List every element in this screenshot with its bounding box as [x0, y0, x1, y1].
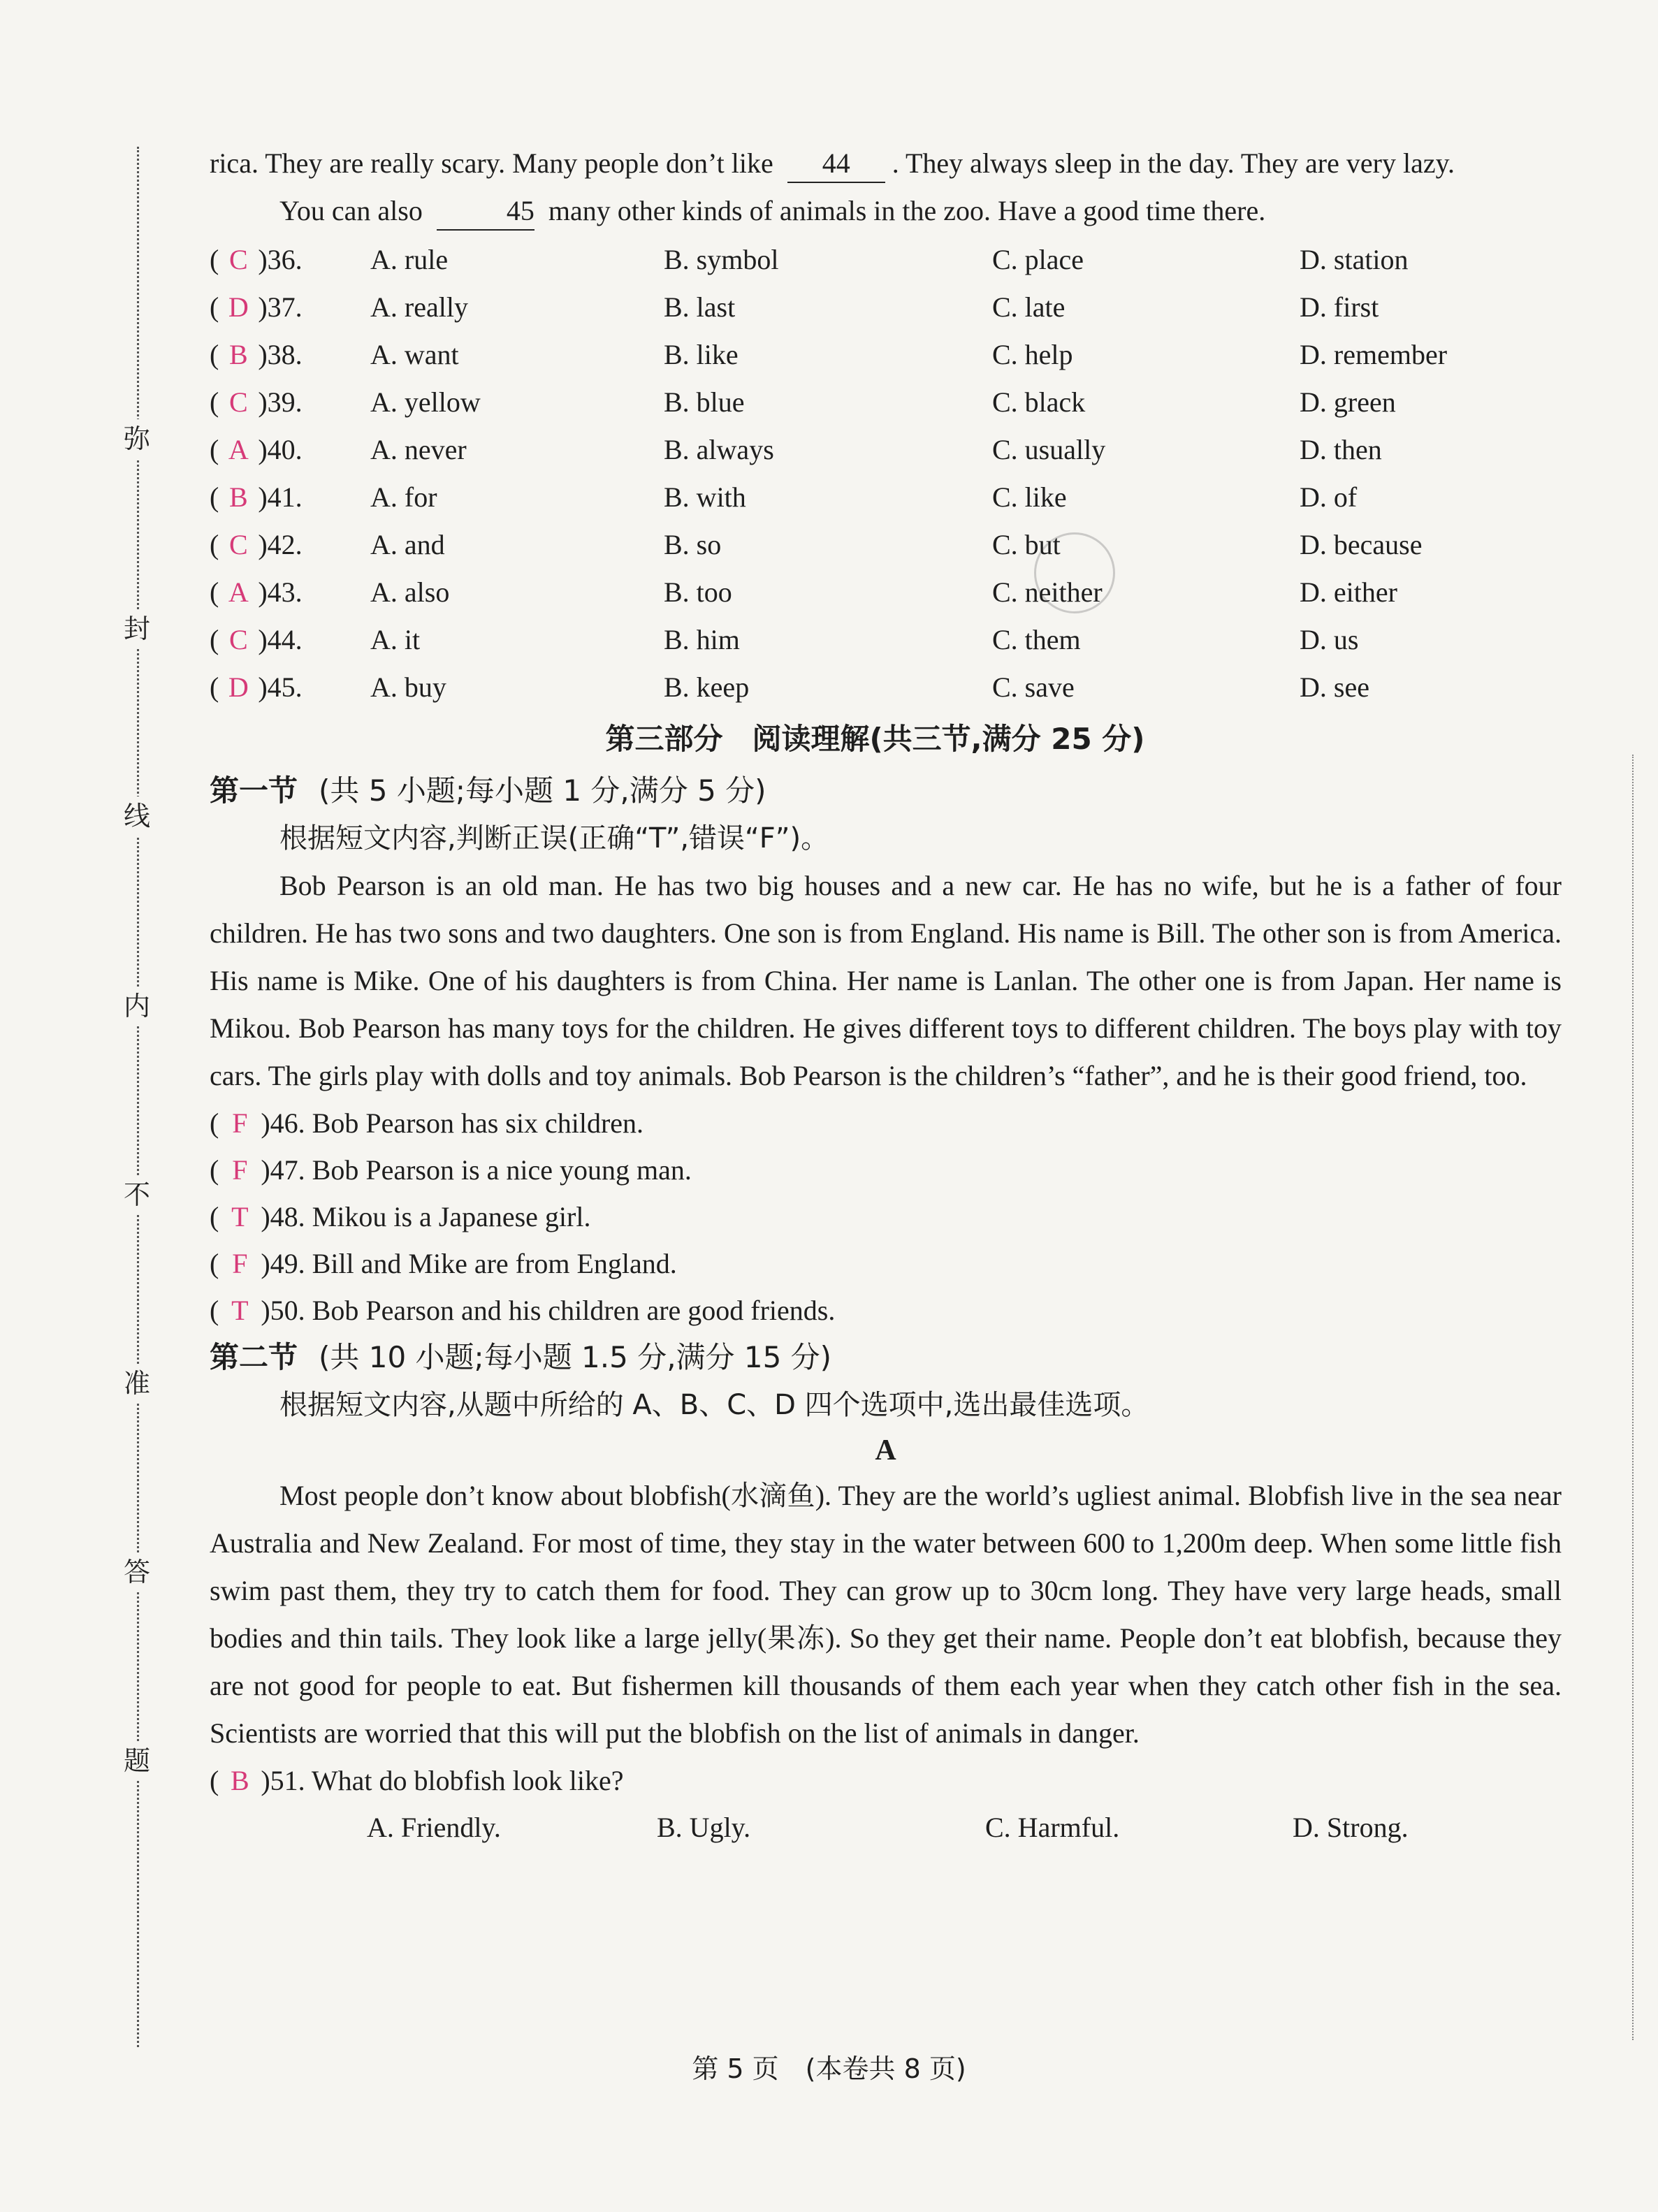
option-c: C. neither	[992, 576, 1103, 608]
option-b: B. Ugly.	[657, 1812, 751, 1843]
cloze-question: ( A )40. A. never B. always C. usually D. then	[210, 426, 1562, 474]
blank-44: 44	[787, 145, 885, 183]
option-d: D. station	[1300, 244, 1409, 275]
answer-mark: B	[228, 481, 248, 513]
page-content	[210, 140, 1562, 1851]
answer-mark: A	[228, 434, 249, 465]
option-b: B. too	[664, 576, 732, 608]
tf-question: ( F )49. Bill and Mike are from England.	[210, 1240, 1562, 1287]
option-a: A. Friendly.	[367, 1812, 501, 1843]
cloze-question: ( C )44. A. it B. him C. them D. us	[210, 616, 1562, 664]
binding-char: 题	[117, 1741, 157, 1780]
answer-mark: T	[231, 1201, 249, 1232]
tf-question: ( T )50. Bob Pearson and his children are good friends.	[210, 1287, 1562, 1334]
tf-question: ( T )48. Mikou is a Japanese girl.	[210, 1193, 1562, 1240]
binding-char: 弥	[117, 419, 157, 458]
answer-mark: C	[228, 244, 248, 275]
option-b: B. symbol	[664, 244, 779, 275]
tf-question-list	[210, 1100, 1562, 1334]
answer-mark: A	[228, 576, 249, 608]
cloze-question-list	[210, 236, 1562, 711]
answer-mark: D	[228, 671, 249, 703]
section1-info: (共 5 小题;每小题 1 分,满分 5 分)	[319, 773, 766, 808]
binding-char: 准	[117, 1364, 157, 1403]
option-b: B. blue	[664, 386, 745, 418]
section1-instruction: 根据短文内容,判断正误(正确“T”,错误“F”)。	[279, 822, 829, 854]
tf-question: ( F )47. Bob Pearson is a nice young man.	[210, 1147, 1562, 1193]
cloze-question: ( D )45. A. buy B. keep C. save D. see	[210, 664, 1562, 711]
cloze-question: ( D )37. A. really B. last C. late D. first	[210, 284, 1562, 331]
option-c: C. help	[992, 339, 1073, 370]
passage-label: A	[875, 1434, 896, 1467]
page-footer: 第 5 页 (本卷共 8 页)	[692, 2053, 966, 2084]
section1-passage: Bob Pearson is an old man. He has two big houses and a new car. He has no wife, but he is a father of four children. He has two sons and two daughters. One son is from England. His name is Bill. The other son is from America. His name is Mike. One of his daughters is from China. Her name is Lanlan. The other one is from Japan. Her name is Mikou. Bob Pearson has many toys for the children. He gives different toys to different children. The boys play with toy cars. The girls play with dolls and toy animals. Bob Pearson is the children’s “father”, and he is their good friend, too.	[210, 870, 1562, 1091]
option-c: C. them	[992, 624, 1081, 655]
section2-heading	[210, 1334, 1562, 1381]
question-51-options	[210, 1804, 1562, 1851]
binding-char: 不	[117, 1175, 157, 1214]
option-b: B. with	[664, 481, 746, 513]
cloze-question: ( C )36. A. rule B. symbol C. place D. station	[210, 236, 1562, 284]
option-a: A. never	[370, 434, 467, 465]
answer-mark: D	[228, 291, 249, 323]
answer-mark: T	[231, 1295, 249, 1326]
section2-passage: Most people don’t know about blobfish(水滴鱼). They are the world’s ugliest animal. Blobfish live in the sea near Australia and New Zealand. For most of time, they stay in the water between 600 to 1,200m deep. When some little fish swim past them, they try to catch them for food. They can grow up to 30cm long. They have very large heads, small bodies and thin tails. They look like a large jelly(果冻). So they get their name. People don’t eat blobfish, because they are not good for people to eat. But fishermen kill thousands of them each year when they catch other fish in the sea. Scientists are worried that this will put the blobfish on the list of animals in danger.	[210, 1480, 1562, 1749]
answer-mark: C	[228, 529, 248, 560]
question-51: ( B )51. What do blobfish look like?	[210, 1757, 1562, 1804]
option-a: A. buy	[370, 671, 446, 703]
binding-char: 封	[117, 609, 157, 648]
binding-char: 内	[117, 987, 157, 1026]
tf-question: ( F )46. Bob Pearson has six children.	[210, 1100, 1562, 1147]
option-d: D. because	[1300, 529, 1423, 560]
answer-mark: C	[228, 624, 248, 655]
blank-45: 45	[437, 193, 535, 231]
option-a: A. want	[370, 339, 459, 370]
option-d: D. remember	[1300, 339, 1448, 370]
section2-instruction: 根据短文内容,从题中所给的 A、B、C、D 四个选项中,选出最佳选项。	[279, 1389, 1149, 1421]
option-a: A. yellow	[370, 386, 481, 418]
option-d: D. then	[1300, 434, 1382, 465]
section1-heading	[210, 767, 1562, 815]
passage-end-paragraph: rica. They are really scary. Many people don’t like 44 . They always sleep in the day. They are very lazy.	[210, 140, 1562, 187]
option-a: A. it	[370, 624, 421, 655]
binding-char: 线	[117, 796, 157, 836]
option-c: C. place	[992, 244, 1084, 275]
binding-char: 答	[117, 1552, 157, 1592]
answer-mark: F	[232, 1107, 248, 1139]
option-b: B. last	[664, 291, 736, 323]
option-b: B. keep	[664, 671, 750, 703]
answer-mark: F	[232, 1154, 248, 1186]
option-c: C. black	[992, 386, 1086, 418]
option-c: C. usually	[992, 434, 1106, 465]
option-c: C. late	[992, 291, 1066, 323]
option-d: D. either	[1300, 576, 1397, 608]
option-a: A. rule	[370, 244, 449, 275]
option-a: A. really	[370, 291, 468, 323]
option-d: D. see	[1300, 671, 1369, 703]
answer-mark: C	[228, 386, 248, 418]
option-b: B. like	[664, 339, 739, 370]
option-d: D. Strong.	[1293, 1812, 1409, 1843]
option-d: D. of	[1300, 481, 1358, 513]
section2-label: 第二节	[210, 1340, 298, 1374]
option-b: B. always	[664, 434, 774, 465]
option-a: A. also	[370, 576, 450, 608]
option-a: A. and	[370, 529, 445, 560]
option-d: D. green	[1300, 386, 1396, 418]
cloze-question: ( C )42. A. and B. so C. but D. because	[210, 521, 1562, 569]
option-c: C. Harmful.	[985, 1812, 1120, 1843]
section2-info: (共 10 小题;每小题 1.5 分,满分 15 分)	[319, 1340, 832, 1374]
cloze-question: ( C )39. A. yellow B. blue C. black D. green	[210, 379, 1562, 426]
option-a: A. for	[370, 481, 437, 513]
right-dotted-line	[1632, 755, 1634, 2040]
cloze-question: ( B )41. A. for B. with C. like D. of	[210, 474, 1562, 521]
option-d: D. us	[1300, 624, 1359, 655]
option-c: C. but	[992, 529, 1061, 560]
answer-mark: F	[232, 1248, 248, 1279]
cloze-question: ( A )43. A. also B. too C. neither D. either	[210, 569, 1562, 616]
section1-label: 第一节	[210, 773, 298, 808]
option-b: B. so	[664, 529, 722, 560]
option-b: B. him	[664, 624, 740, 655]
option-c: C. save	[992, 671, 1075, 703]
part3-title: 第三部分 阅读理解(共三节,满分 25 分)	[605, 722, 1145, 756]
passage-end-last-line: You can also 45 many other kinds of animals in the zoo. Have a good time there.	[210, 187, 1562, 235]
option-c: C. like	[992, 481, 1067, 513]
cloze-question: ( B )38. A. want B. like C. help D. remember	[210, 331, 1562, 379]
answer-mark: B	[230, 1765, 249, 1796]
answer-mark: B	[228, 339, 248, 370]
option-d: D. first	[1300, 291, 1379, 323]
